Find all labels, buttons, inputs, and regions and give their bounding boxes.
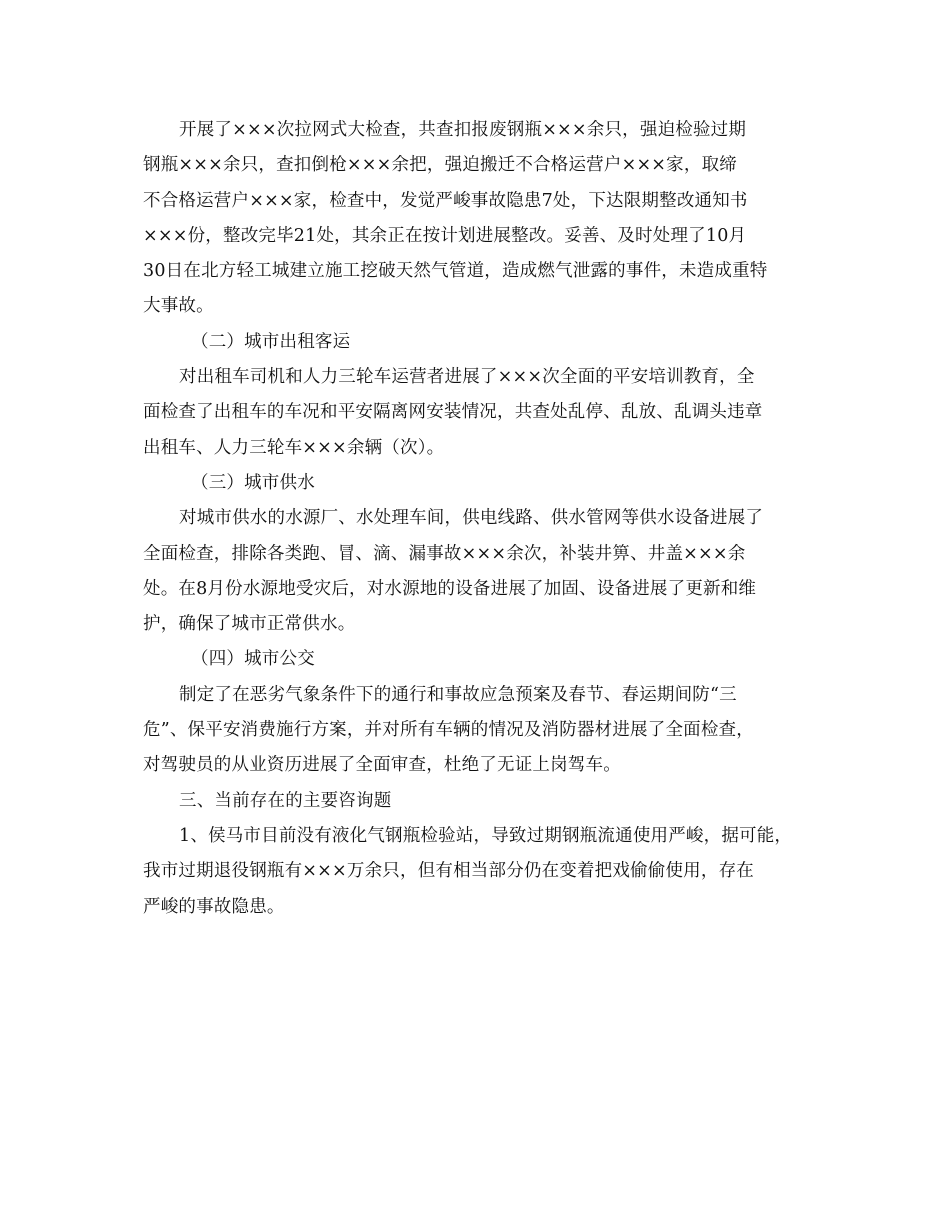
document-body	[143, 113, 823, 925]
paragraph-line: 开展了×××次拉网式大检查，共查扣报废钢瓶×××余只，强迫检验过期	[179, 120, 747, 140]
section-heading: （三）城市供水	[191, 472, 315, 493]
section-heading: （二）城市出租客运	[191, 331, 351, 352]
paragraph-line: 面检查了出租车的车况和平安隔离网安装情况，共查处乱停、乱放、乱调头违章	[143, 402, 763, 423]
paragraph-line: 对出租车司机和人力三轮车运营者进展了×××次全面的平安培训教育，全	[179, 367, 755, 388]
section-heading: （四）城市公交	[191, 649, 315, 670]
paragraph-line: 对驾驶员的从业资历进展了全面审查，杜绝了无证上岗驾车。	[143, 755, 621, 776]
paragraph-line: 钢瓶×××余只，查扣倒枪×××余把，强迫搬迁不合格运营户×××家，取缔	[143, 155, 737, 176]
paragraph-line: 护，确保了城市正常供水。	[143, 614, 356, 635]
paragraph-line: 大事故。	[143, 296, 214, 317]
paragraph-line: 全面检查，排除各类跑、冒、滴、漏事故×××余次，补装井箅、井盖×××余	[143, 543, 746, 564]
paragraph-line: 不合格运营户×××家，检查中，发觉严峻事故隐患7处，下达限期整改通知书	[143, 190, 748, 211]
paragraph-line: 30日在北方轻工城建立施工挖破天然气管道，造成燃气泄露的事件，未造成重特	[143, 261, 768, 282]
paragraph-line: 制定了在恶劣气象条件下的通行和事故应急预案及春节、春运期间防“三	[179, 684, 737, 705]
paragraph-line: 我市过期退役钢瓶有×××万余只，但有相当部分仍在变着把戏偷偷使用，存在	[143, 861, 754, 882]
paragraph-line: 危”、保平安消费施行方案，并对所有车辆的情况及消防器材进展了全面检查，	[143, 720, 754, 741]
section-heading: 三、当前存在的主要咨询题	[179, 790, 392, 811]
paragraph-line: 对城市供水的水源厂、水处理车间，供电线路、供水管网等供水设备进展了	[179, 508, 764, 529]
paragraph-line: 出租车、人力三轮车×××余辆（次）。	[143, 437, 445, 458]
paragraph-line: ×××份，整改完毕21处，其余正在按计划进展整改。妥善、及时处理了10月	[143, 225, 747, 246]
paragraph-line: 严峻的事故隐患。	[143, 896, 285, 917]
paragraph-line: 处。在8月份水源地受灾后，对水源地的设备进展了加固、设备进展了更新和维	[143, 578, 757, 599]
paragraph-line: 1、侯马市目前没有液化气钢瓶检验站，导致过期钢瓶流通使用严峻，据可能，	[179, 825, 793, 846]
